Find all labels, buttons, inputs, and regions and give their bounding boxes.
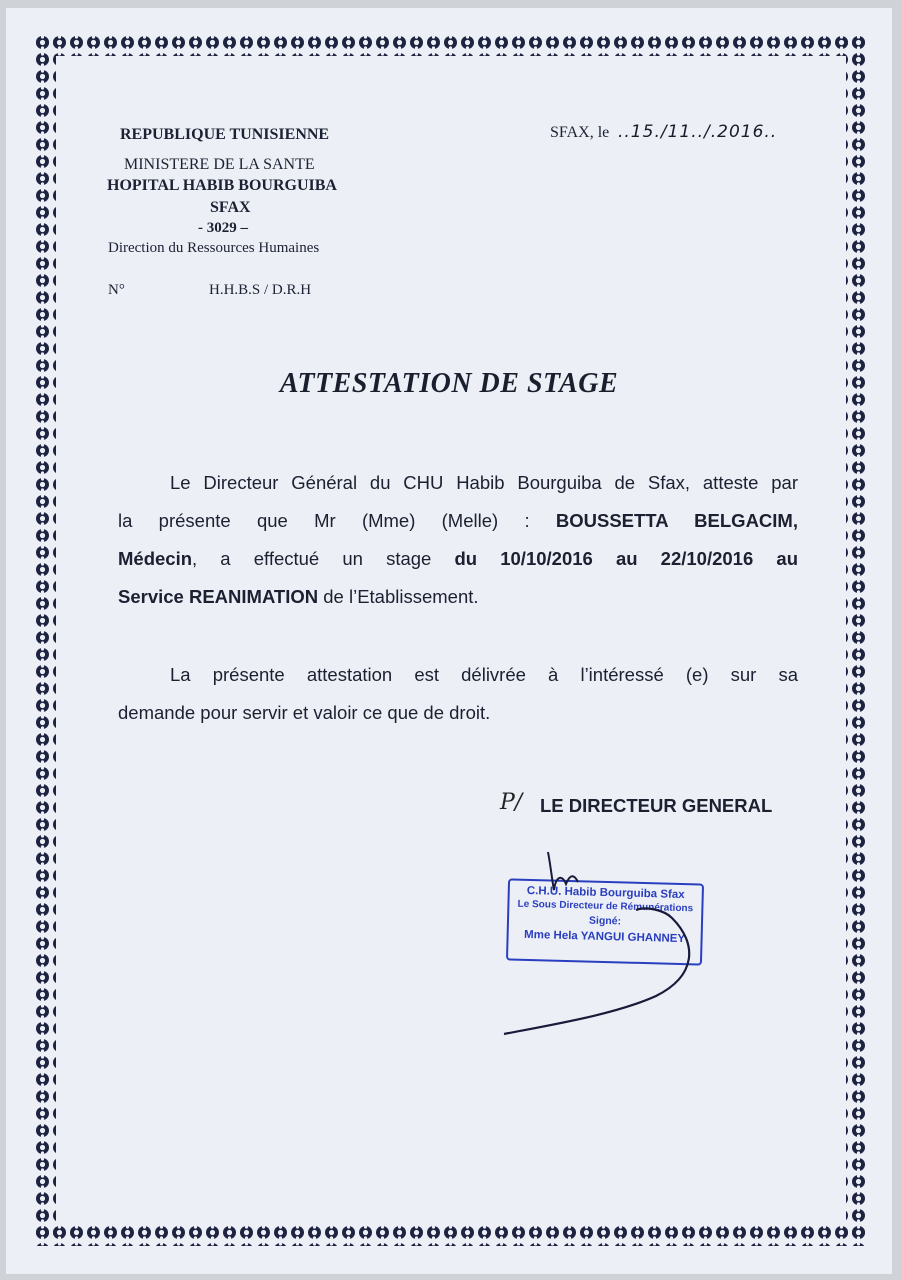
paragraph-delivery <box>118 656 798 732</box>
service-name: Service REANIMATION <box>118 586 319 607</box>
paragraph-line: demande pour servir et valoir ce que de droit. <box>118 702 491 723</box>
reference-number: H.H.B.S / D.R.H <box>209 282 312 298</box>
handwritten-date: ..15./11../.2016.. <box>618 122 778 142</box>
paragraph-line: Le Directeur Général du CHU Habib Bourguiba de Sfax, atteste par <box>170 472 798 493</box>
stamp-line: Le Sous Directeur de Rémunérations <box>517 898 694 915</box>
paragraph-line <box>118 502 798 540</box>
header-city: SFAX <box>210 199 251 216</box>
header-republic: REPUBLIQUE TUNISIENNE <box>120 126 330 143</box>
place-label: SFAX, le <box>550 124 610 141</box>
person-name: BOUSSETTA BELGACIM, <box>555 510 798 531</box>
handwritten-signature <box>496 848 706 1053</box>
header-ministry: MINISTERE DE LA SANTE <box>124 156 315 173</box>
signatory-title: LE DIRECTEUR GENERAL <box>540 795 773 816</box>
stamp-line: Signé: <box>588 914 622 928</box>
header-code: - 3029 – <box>198 220 248 236</box>
document-title: ATTESTATION DE STAGE <box>279 368 619 399</box>
intro-text: la présente que Mr (Mme) (Melle) : <box>118 510 530 531</box>
header-hospital: HOPITAL HABIB BOURGUIBA <box>107 177 337 194</box>
header-direction: Direction du Ressources Humaines <box>108 240 320 256</box>
paragraph-line <box>118 578 798 616</box>
stamp-line: Mme Hela YANGUI GHANNEY <box>523 928 686 946</box>
stage-text: , a effectué un stage <box>192 548 432 569</box>
paragraph-line <box>118 540 798 578</box>
paragraph-line: La présente attestation est délivrée à l’intéressé (e) sur sa <box>170 664 798 685</box>
establishment-text: de l’Etablissement. <box>318 586 479 607</box>
ornamental-border <box>34 34 868 1246</box>
stage-period: du 10/10/2016 au 22/10/2016 au <box>454 548 798 569</box>
per-procuration-mark: P/ <box>500 790 523 815</box>
stamp-line: C.H.U. Habib Bourguiba Sfax <box>526 884 685 902</box>
document-page <box>6 8 892 1274</box>
paragraph-attestation <box>118 464 798 616</box>
profession: Médecin <box>118 548 193 569</box>
reference-label: N° <box>108 282 125 298</box>
